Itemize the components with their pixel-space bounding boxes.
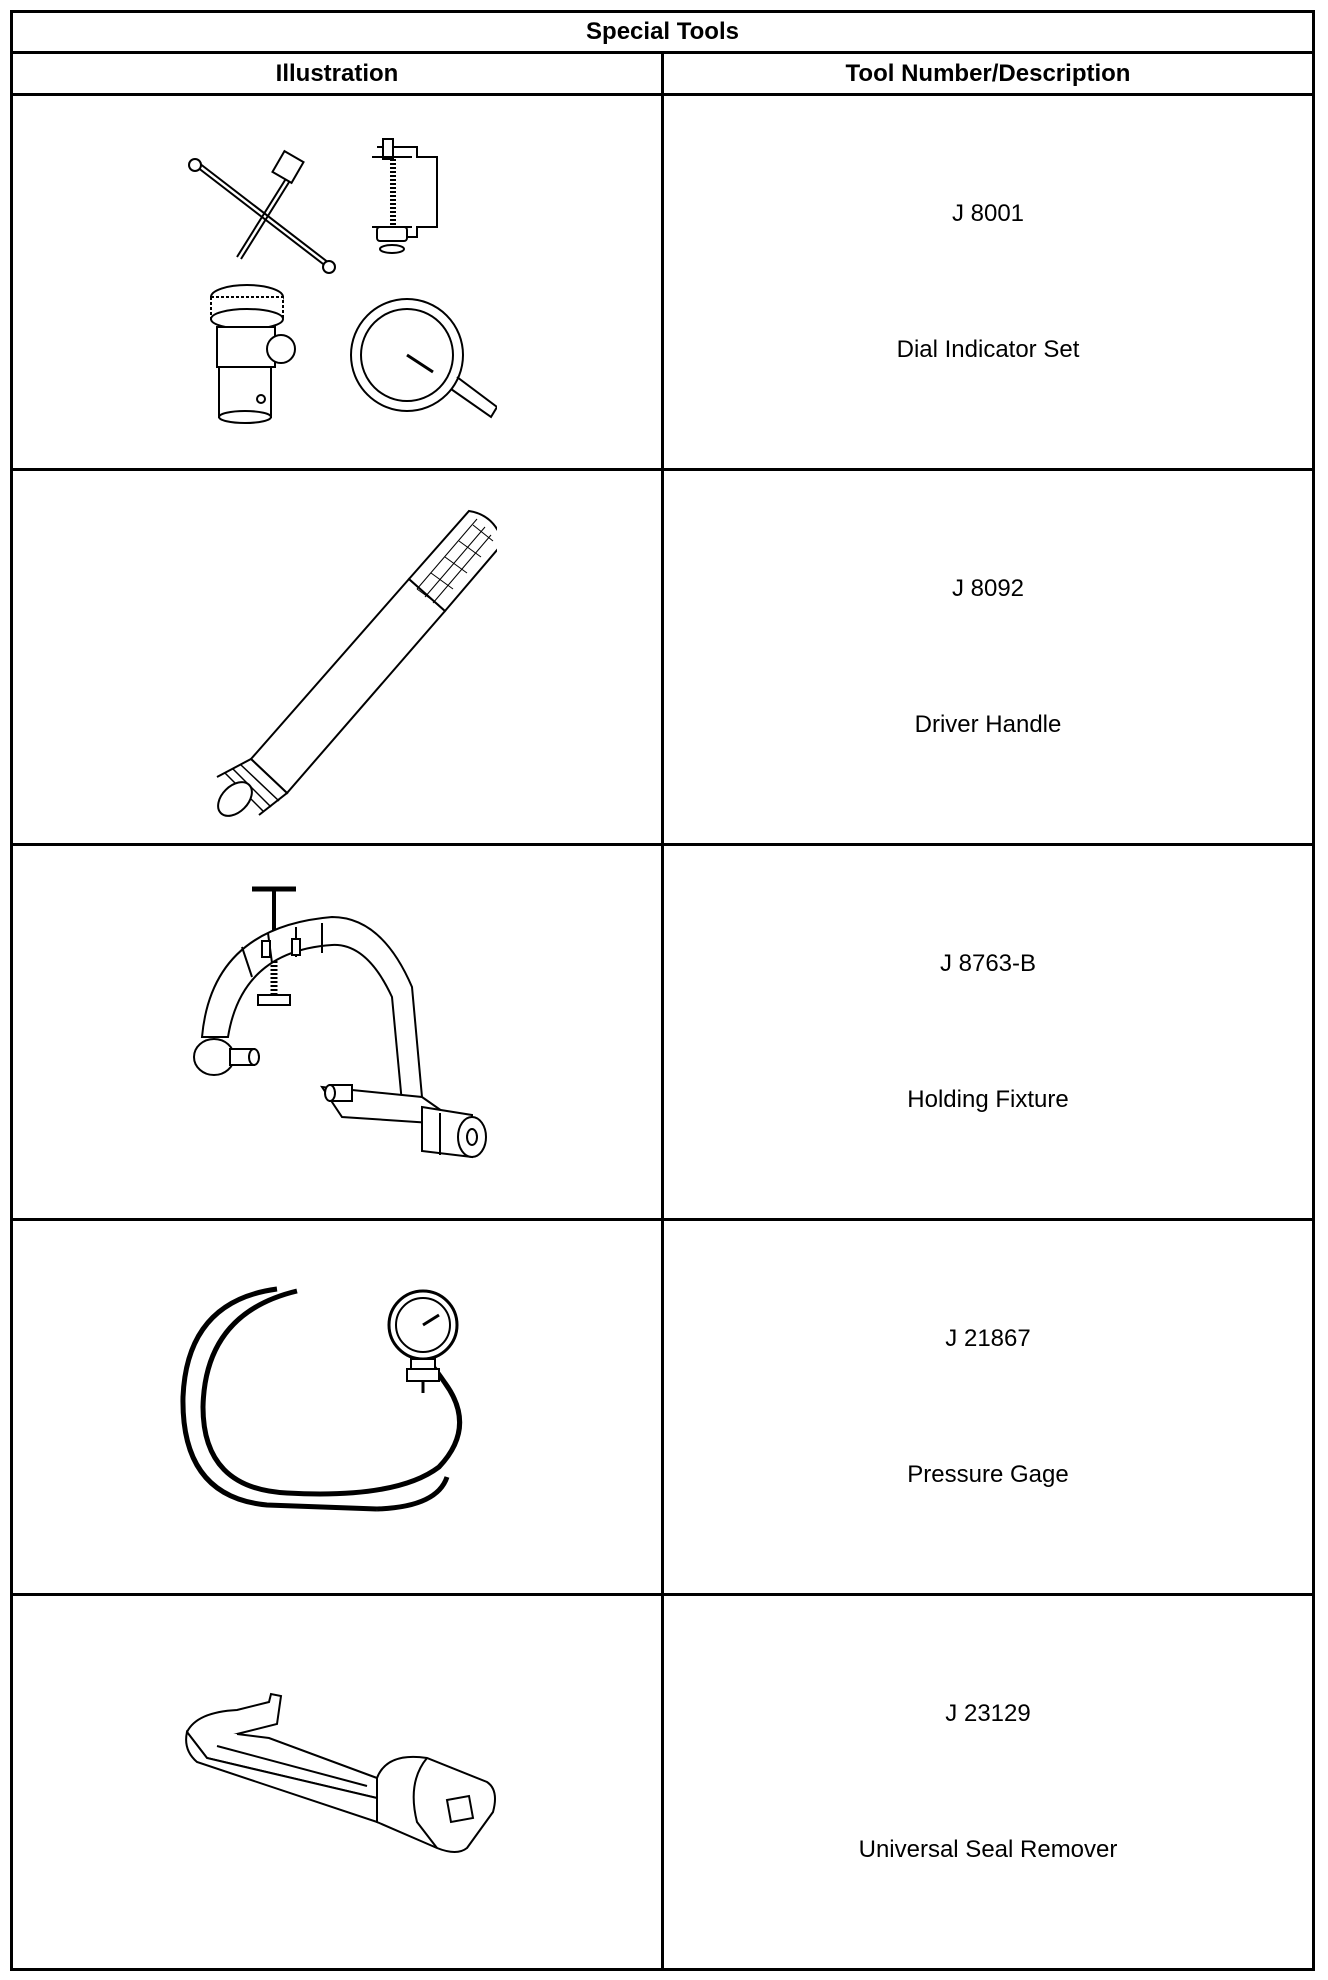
illustration-cell — [12, 1220, 663, 1595]
tool-description: Pressure Gage — [907, 1461, 1069, 1488]
tool-number: J 8001 — [951, 200, 1025, 227]
driver-handle-icon — [177, 497, 497, 817]
illustration-cell — [12, 95, 663, 470]
table-row — [12, 470, 1314, 845]
tool-description: Driver Handle — [914, 711, 1062, 738]
pressure-gage-icon — [177, 1277, 497, 1537]
description-cell — [663, 845, 1314, 1220]
tool-description: Holding Fixture — [907, 1086, 1069, 1113]
description-cell — [663, 1595, 1314, 1970]
illustration-cell — [12, 470, 663, 845]
universal-seal-remover-icon — [177, 1672, 497, 1892]
description-cell — [663, 95, 1314, 470]
tool-number: J 8092 — [951, 575, 1025, 602]
illustration-cell — [12, 1595, 663, 1970]
special-tools-table — [10, 10, 1315, 1971]
tool-number: J 8763-B — [939, 950, 1037, 977]
illustration-cell — [12, 845, 663, 1220]
table-row — [12, 1595, 1314, 1970]
table-row — [12, 845, 1314, 1220]
tool-number: J 23129 — [945, 1700, 1031, 1727]
column-header-illustration: Illustration — [12, 53, 663, 95]
dial-indicator-set-icon — [177, 127, 497, 437]
holding-fixture-icon — [172, 877, 502, 1187]
description-cell — [663, 470, 1314, 845]
tool-description: Universal Seal Remover — [858, 1836, 1118, 1863]
column-header-description: Tool Number/Description — [663, 53, 1314, 95]
table-row — [12, 95, 1314, 470]
table-title: Special Tools — [12, 12, 1314, 53]
tool-number: J 21867 — [945, 1325, 1031, 1352]
description-cell — [663, 1220, 1314, 1595]
tool-description: Dial Indicator Set — [896, 336, 1080, 363]
table-row — [12, 1220, 1314, 1595]
